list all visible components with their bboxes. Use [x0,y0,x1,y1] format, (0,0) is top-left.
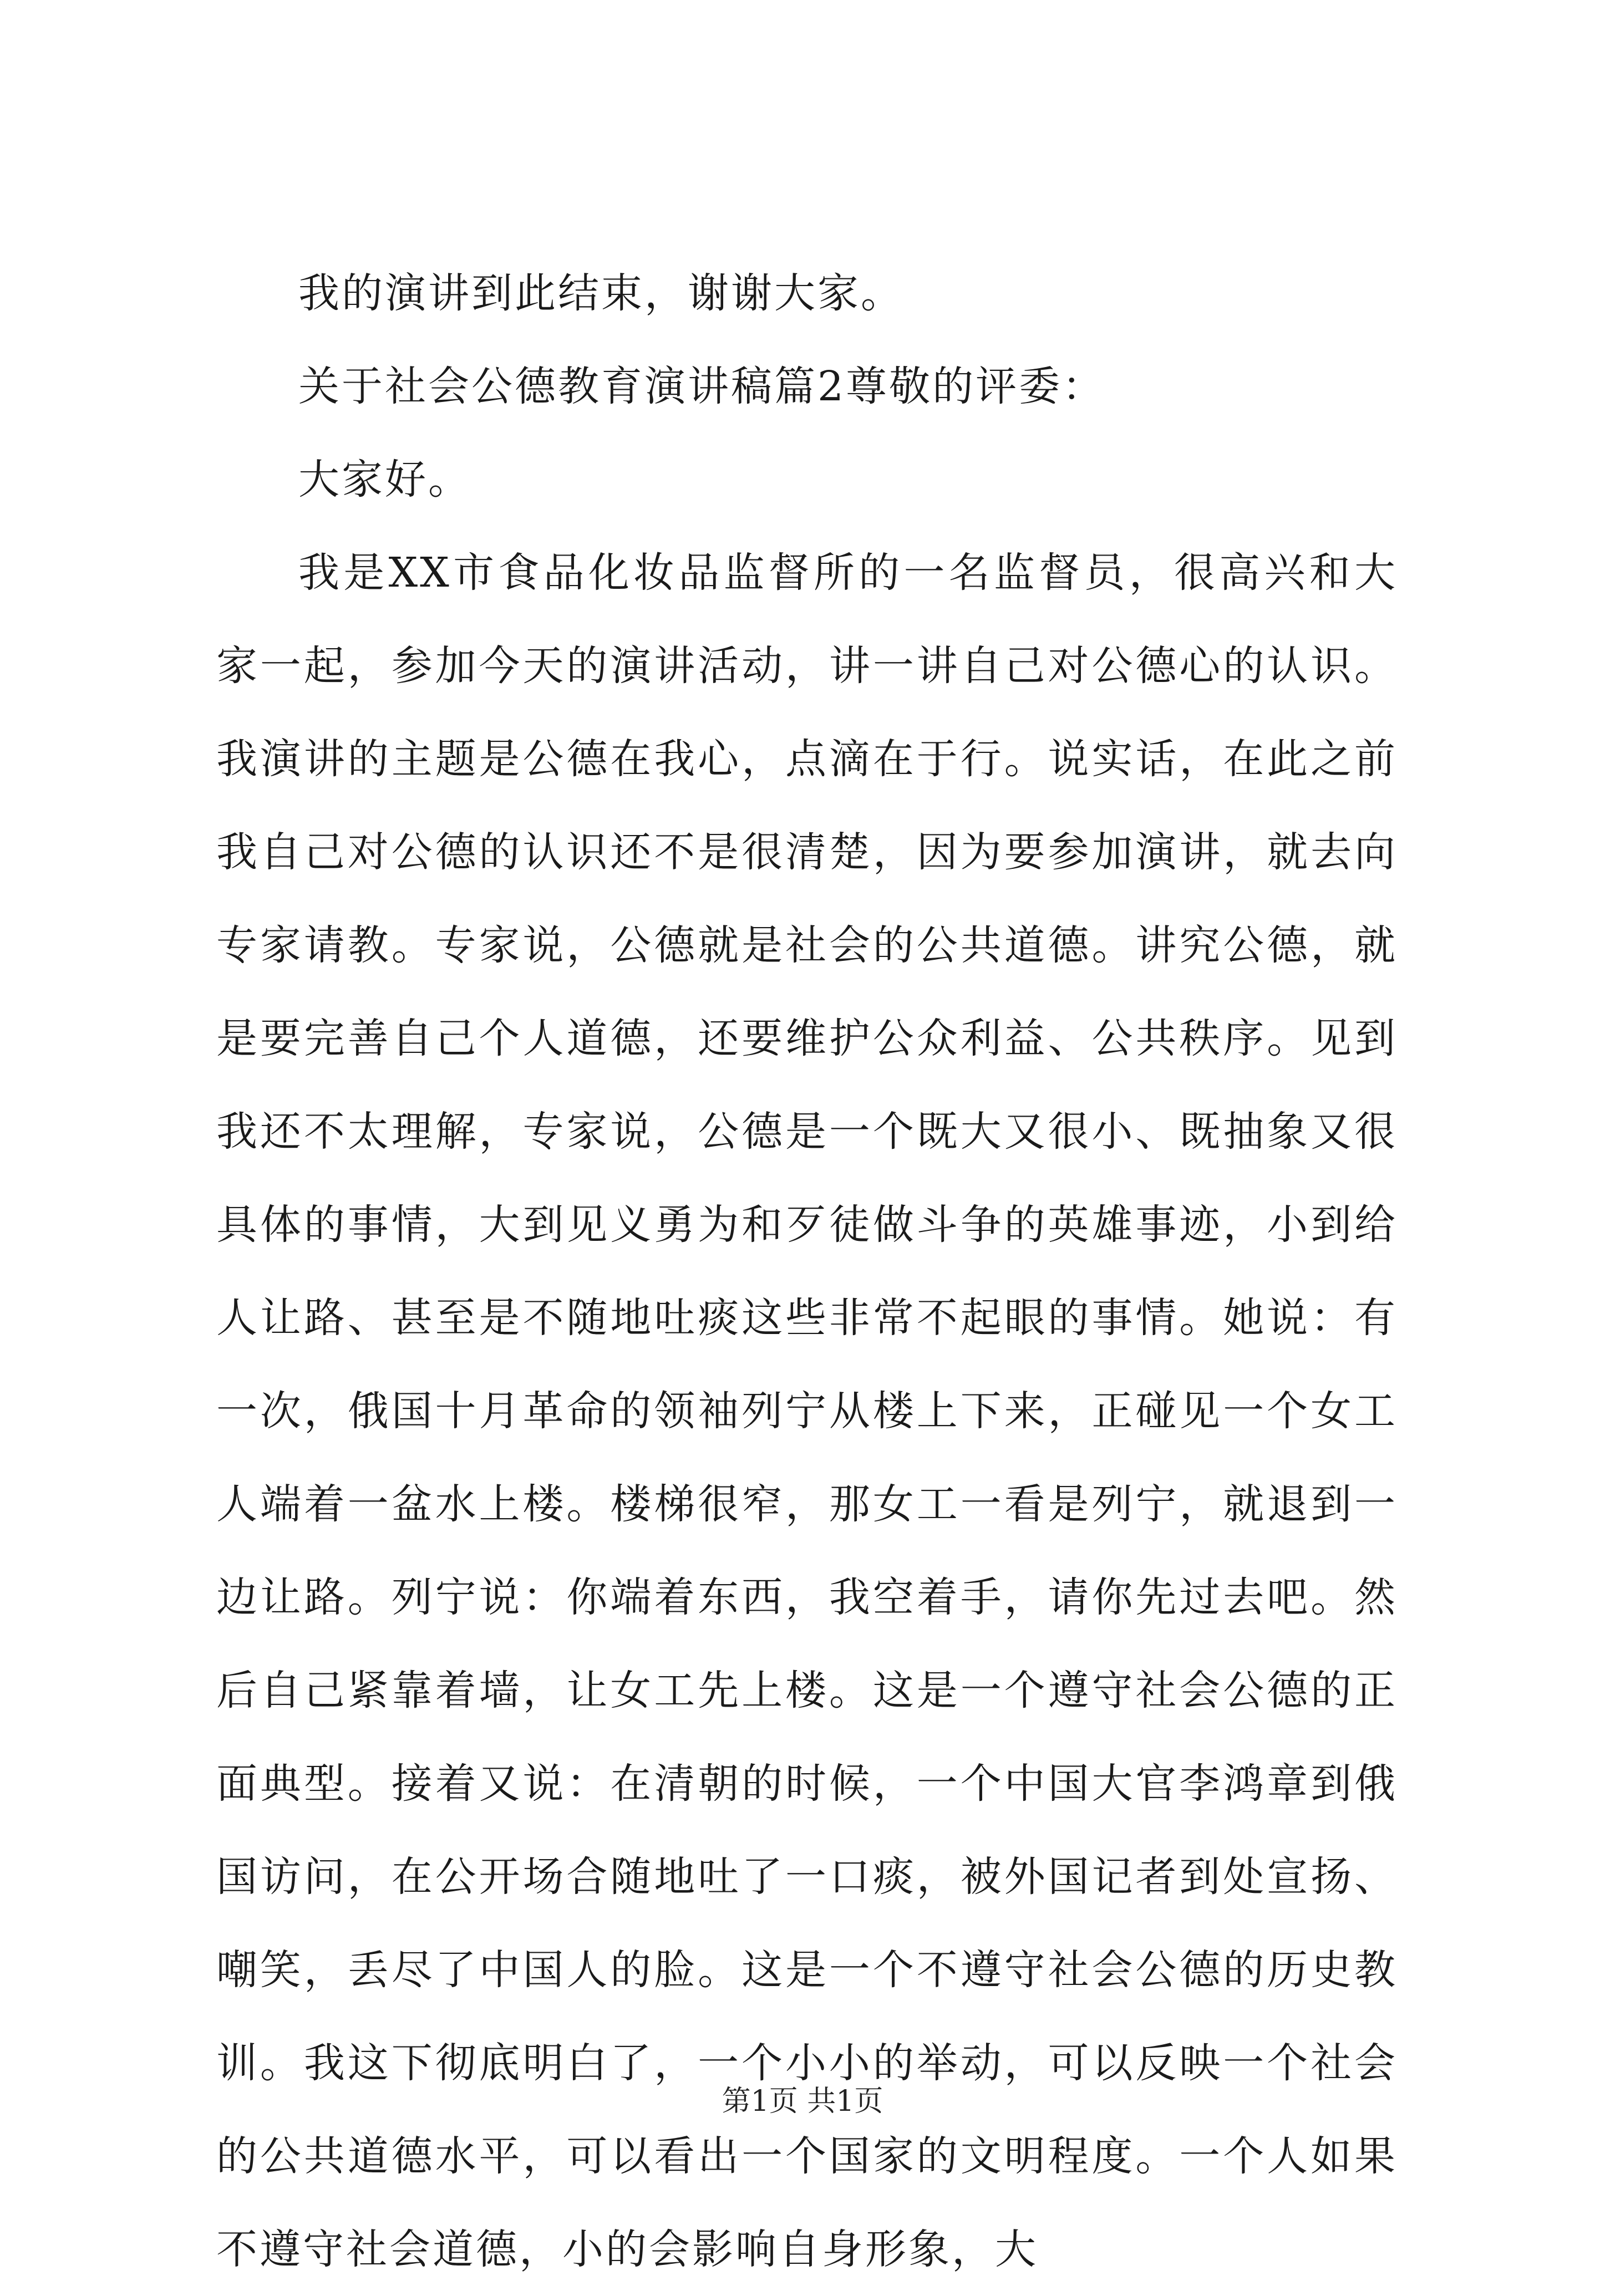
page-number-footer: 第1页 共1页 [722,2085,883,2118]
paragraph-closing: 我的演讲到此结束，谢谢大家。 [298,269,904,317]
document-body [216,247,1398,2296]
paragraph-greeting: 大家好。 [298,456,471,503]
paragraph-body: 我是XX市食品化妆品监督所的一名监督员，很高兴和大家一起，参加今天的演讲活动，讲一讲自己对公德心的认识。我演讲的主题是公德在我心，点滴在于行。说实话，在此之前我自己对公德的认识还不是很清楚，因为要参加演讲，就去向专家请教。专家说，公德就是社会的公共道德。讲究公德，就是要完善自己个人道德，还要维护公众利益、公共秩序。见到我还不太理解，专家说，公德是一个既大又很小、既抽象又很具体的事情，大到见义勇为和歹徒做斗争的英雄事迹，小到给人让路、甚至是不随地吐痰这些非常不起眼的事情。她说：有一次，俄国十月革命的领袖列宁从楼上下来，正碰见一个女工人端着一盆水上楼。楼梯很窄，那女工一看是列宁，就退到一边让路。列宁说：你端着东西，我空着手，请你先过去吧。然后自己紧靠着墙，让女工先上楼。这是一个遵守社会公德的正面典型。接着又说：在清朝的时候，一个中国大官李鸿章到俄国访问，在公开场合随地吐了一口痰，被外国记者到处宣扬、嘲笑，丢尽了中国人的脸。这是一个不遵守社会公德的历史教训。我这下彻底明白了，一个小小的举动，可以反映一个社会的公共道德水平，可以看出一个国家的文明程度。一个人如果不遵守社会道德，小的会影响自身形象，大 [216,549,1398,2273]
paragraph-heading: 关于社会公德教育演讲稿篇2尊敬的评委： [298,363,1106,410]
